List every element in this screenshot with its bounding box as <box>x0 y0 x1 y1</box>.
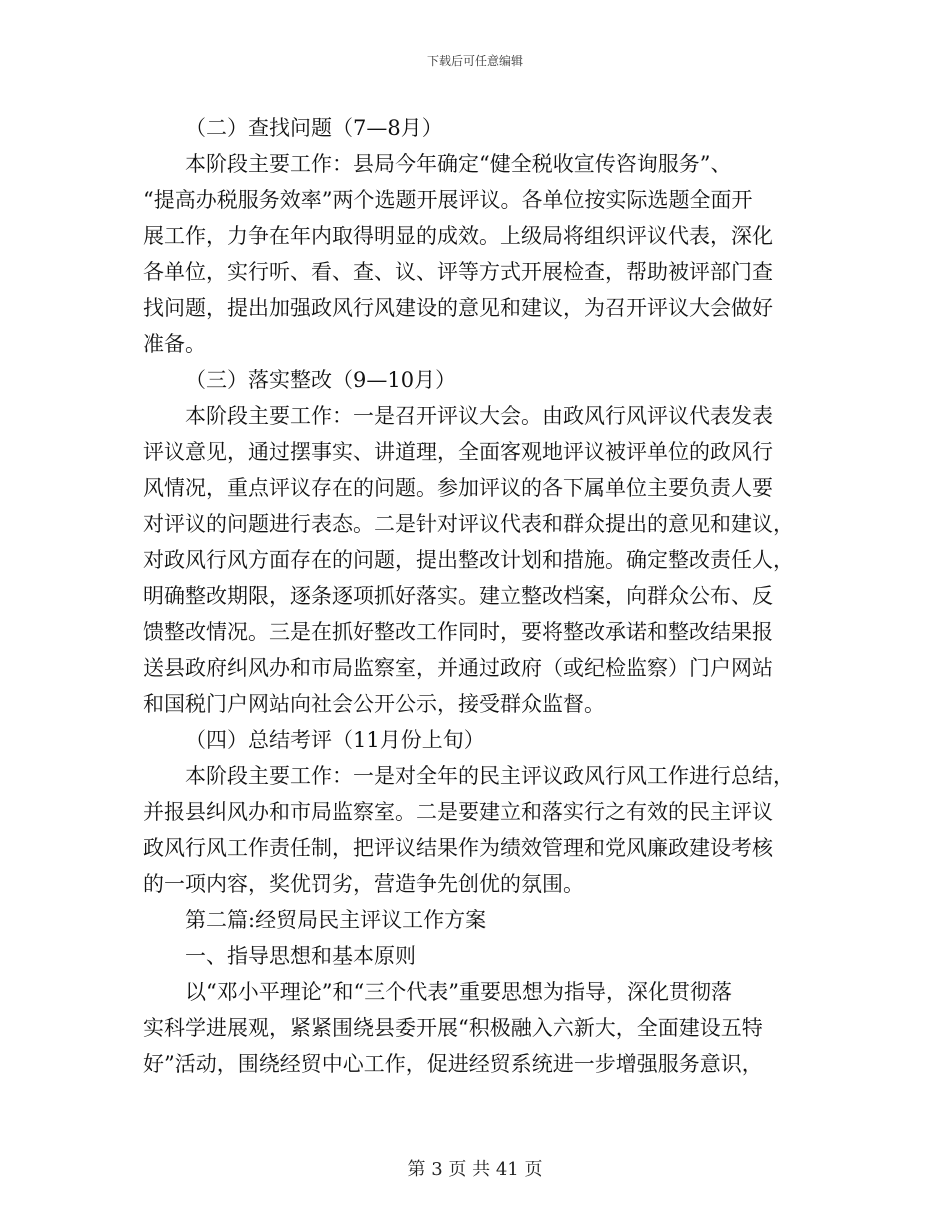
header-note: 下载后可任意编辑 <box>426 54 523 68</box>
page-number-footer: 第 3 页 共 41 页 <box>407 1159 543 1180</box>
text-line: 本阶段主要工作：一是对全年的民主评议政风行风工作进行总结， <box>185 764 794 788</box>
text-line: 的一项内容，奖优罚劣，营造争先创优的氛围。 <box>143 872 584 896</box>
text-line: 和国税门户网站向社会公开公示，接受群众监督。 <box>143 692 605 716</box>
text-line: 本阶段主要工作：一是召开评议大会。由政风行风评议代表发表 <box>185 404 773 428</box>
text-line: 好”活动，围绕经贸中心工作，促进经贸系统进一步增强服务意识， <box>143 1052 763 1076</box>
text-line: 各单位，实行听、看、查、议、评等方式开展检查，帮助被评部门查 <box>143 260 773 284</box>
text-line: 展工作，力争在年内取得明显的成效。上级局将组织评议代表，深化 <box>143 224 773 248</box>
text-line: 送县政府纠风办和市局监察室，并通过政府（或纪检监察）门户网站 <box>143 656 773 680</box>
text-line: “提高办税服务效率”两个选题开展评议。各单位按实际选题全面开 <box>143 188 753 212</box>
text-line: （三）落实整改（9—10月） <box>185 368 457 392</box>
text-line: （四）总结考评（11月份上旬） <box>185 728 485 752</box>
text-line: 第二篇:经贸局民主评议工作方案 <box>185 908 487 932</box>
text-line: 准备。 <box>143 332 206 356</box>
text-line: 找问题，提出加强政风行风建设的意见和建议，为召开评议大会做好 <box>143 296 773 320</box>
text-line: 风情况，重点评议存在的问题。参加评议的各下属单位主要负责人要 <box>143 476 773 500</box>
document-body <box>143 110 808 1082</box>
text-line: 实科学进展观，紧紧围绕县委开展“积极融入六新大，全面建设五特 <box>143 1016 763 1040</box>
text-line: 对评议的问题进行表态。二是针对评议代表和群众提出的意见和建议， <box>143 512 794 536</box>
text-line: （二）查找问题（7—8月） <box>185 116 443 140</box>
text-line: 本阶段主要工作：县局今年确定“健全税收宣传咨询服务”、 <box>185 152 732 176</box>
text-line: 并报县纠风办和市局监察室。二是要建立和落实行之有效的民主评议 <box>143 800 773 824</box>
text-line: 政风行风工作责任制，把评议结果作为绩效管理和党风廉政建设考核 <box>143 836 773 860</box>
text-line: 评议意见，通过摆事实、讲道理，全面客观地评议被评单位的政风行 <box>143 440 773 464</box>
text-line: 馈整改情况。三是在抓好整改工作同时，要将整改承诺和整改结果报 <box>143 620 773 644</box>
text-line: 一、指导思想和基本原则 <box>185 944 416 968</box>
text-line: 对政风行风方面存在的问题，提出整改计划和措施。确定整改责任人， <box>143 548 794 572</box>
text-line: 以“邓小平理论”和“三个代表”重要思想为指导，深化贯彻落 <box>185 980 732 1004</box>
text-line: 明确整改期限，逐条逐项抓好落实。建立整改档案，向群众公布、反 <box>143 584 773 608</box>
